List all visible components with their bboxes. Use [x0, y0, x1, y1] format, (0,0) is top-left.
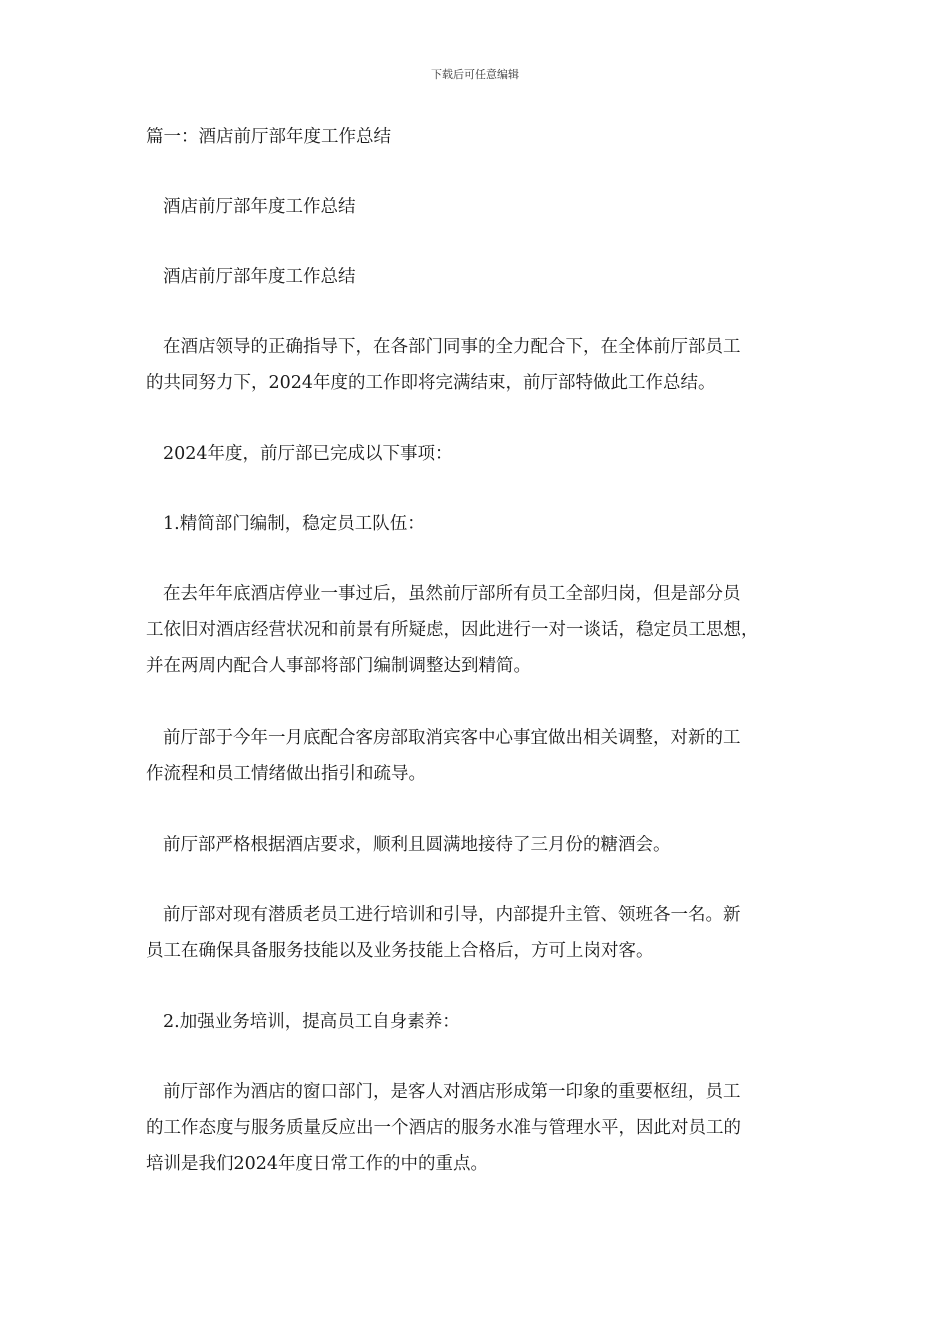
- completed-heading: 2024年度，前厅部已完成以下事项：: [163, 444, 453, 464]
- paragraph-line: 培训是我们2024年度日常工作的中的重点。: [146, 1154, 489, 1174]
- paragraph-line: 前厅部作为酒店的窗口部门，是客人对酒店形成第一印象的重要枢纽，员工: [163, 1082, 741, 1102]
- paragraph-line: 的共同努力下，2024年度的工作即将完满结束，前厅部特做此工作总结。: [146, 373, 716, 393]
- paragraph-line: 前厅部于今年一月底配合客房部取消宾客中心事宜做出相关调整，对新的工: [163, 728, 741, 748]
- paragraph-line: 工依旧对酒店经营状况和前景有所疑虑，因此进行一对一谈话，稳定员工思想，: [146, 620, 759, 640]
- download-note: 下载后可任意编辑: [431, 68, 519, 81]
- paragraph-line: 作流程和员工情绪做出指引和疏导。: [146, 764, 426, 784]
- item1-paragraph-3: 前厅部严格根据酒店要求，顺利且圆满地接待了三月份的糖酒会。: [163, 835, 671, 855]
- section-title: 篇一：酒店前厅部年度工作总结: [146, 127, 391, 147]
- paragraph-line: 员工在确保具备服务技能以及业务技能上合格后，方可上岗对客。: [146, 941, 654, 961]
- paragraph-line: 在酒店领导的正确指导下，在各部门同事的全力配合下，在全体前厅部员工: [163, 337, 741, 357]
- item1-paragraph-1: [146, 576, 811, 684]
- item2-heading: 2.加强业务培训，提高员工自身素养：: [163, 1012, 460, 1032]
- paragraph-line: 在去年年底酒店停业一事过后，虽然前厅部所有员工全部归岗，但是部分员: [163, 584, 741, 604]
- item1-paragraph-2: [146, 720, 811, 792]
- document-title: 酒店前厅部年度工作总结: [163, 197, 356, 217]
- paragraph-line: 并在两周内配合人事部将部门编制调整达到精简。: [146, 656, 531, 676]
- paragraph-line: 的工作态度与服务质量反应出一个酒店的服务水准与管理水平，因此对员工的: [146, 1118, 741, 1138]
- intro-paragraph: [146, 329, 811, 401]
- item1-heading: 1.精简部门编制，稳定员工队伍：: [163, 514, 425, 534]
- document-subtitle: 酒店前厅部年度工作总结: [163, 267, 356, 287]
- item1-paragraph-4: [146, 897, 811, 969]
- paragraph-line: 前厅部对现有潜质老员工进行培训和引导，内部提升主管、领班各一名。新: [163, 905, 741, 925]
- item2-paragraph-1: [146, 1074, 811, 1182]
